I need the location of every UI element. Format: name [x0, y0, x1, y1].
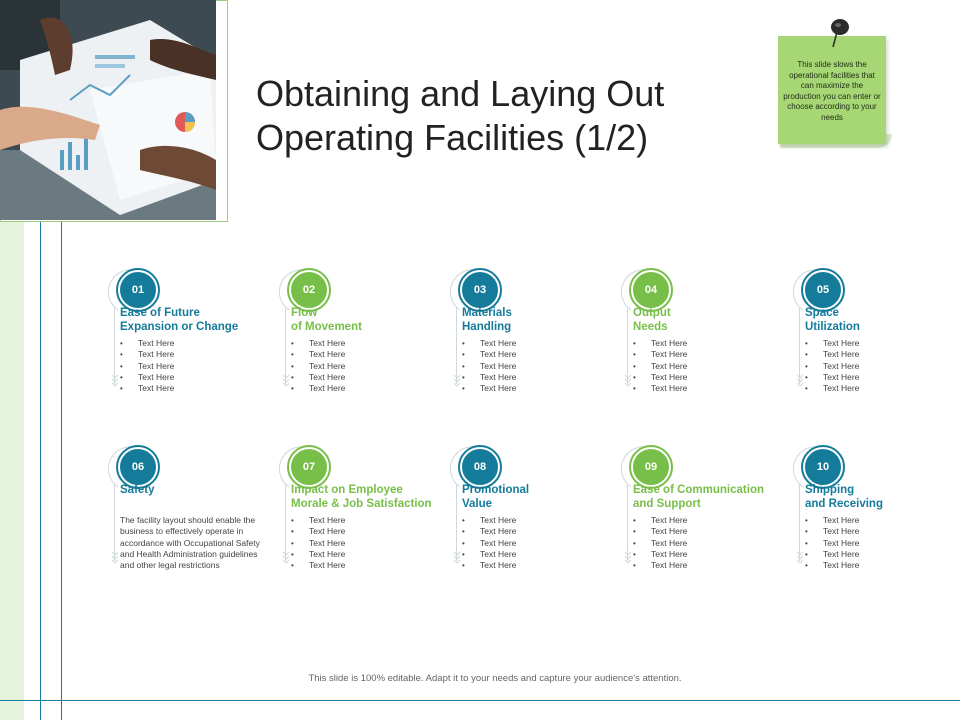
- bullet-item: • Text Here: [462, 349, 516, 360]
- title-line-2: Operating Facilities (1/2): [256, 117, 649, 158]
- bullet-item: • Text Here: [633, 549, 687, 560]
- card-title-line-2: Needs: [633, 321, 668, 333]
- bullet-item: • Text Here: [805, 361, 859, 372]
- bullet-item: • Text Here: [462, 515, 516, 526]
- card-title: [805, 483, 960, 511]
- card-title: [291, 483, 451, 511]
- chevron-down-icon: [282, 374, 290, 388]
- step-number-badge: 09: [631, 447, 671, 487]
- card-title-line-1: Safety: [120, 484, 155, 496]
- bullet-item: • Text Here: [462, 560, 516, 571]
- card-stem: [627, 485, 628, 561]
- card-bullet-list: [462, 515, 516, 571]
- step-number-badge: 07: [289, 447, 329, 487]
- card-title: [291, 306, 451, 334]
- step-number-badge: 10: [803, 447, 843, 487]
- bullet-item: • Text Here: [120, 383, 174, 394]
- card-title-line-1: Shipping: [805, 484, 855, 496]
- card-title: [120, 483, 280, 497]
- card-stem: [799, 485, 800, 561]
- card-bullet-list: [633, 515, 687, 571]
- card-stem: [114, 308, 115, 384]
- card-title: [462, 483, 622, 511]
- card-stem: [114, 485, 115, 561]
- card-title-line-2: of Movement: [291, 321, 362, 333]
- push-pin-icon: [828, 18, 850, 48]
- bullet-item: • Text Here: [120, 372, 174, 383]
- card-title-line-1: Ease of Communication: [633, 484, 764, 496]
- bullet-item: • Text Here: [120, 349, 174, 360]
- chevron-down-icon: [796, 374, 804, 388]
- bullet-item: • Text Here: [633, 349, 687, 360]
- title-line-1: Obtaining and Laying Out: [256, 73, 665, 114]
- card-title-line-1: Flow: [291, 307, 318, 319]
- step-number-badge: 05: [803, 270, 843, 310]
- bullet-item: • Text Here: [805, 338, 859, 349]
- card-title-line-1: Impact on Employee: [291, 484, 403, 496]
- bullet-item: • Text Here: [805, 515, 859, 526]
- bullet-item: • Text Here: [462, 372, 516, 383]
- step-number-badge: 08: [460, 447, 500, 487]
- card-title-line-2: and Support: [633, 498, 701, 510]
- card-paragraph: The facility layout should enable the business to effectively operate in accordance with Occupational Safety and Health Administration guidelines and other legal restrictions: [120, 515, 260, 571]
- bullet-item: • Text Here: [462, 383, 516, 394]
- card-title-line-1: Ease of Future: [120, 307, 200, 319]
- card-title: [633, 306, 793, 334]
- chevron-down-icon: [453, 374, 461, 388]
- card-title-line-2: Handling: [462, 321, 512, 333]
- bottom-rule: [0, 700, 960, 701]
- card-title-line-2: Expansion or Change: [120, 321, 239, 333]
- bullet-item: • Text Here: [805, 549, 859, 560]
- card-bullet-list: [805, 338, 859, 394]
- bullet-item: • Text Here: [291, 515, 345, 526]
- chevron-down-icon: [624, 374, 632, 388]
- card-bullet-list: [462, 338, 516, 394]
- bullet-item: • Text Here: [805, 372, 859, 383]
- bullet-item: • Text Here: [805, 538, 859, 549]
- card-stem: [285, 308, 286, 384]
- card-bullet-list: [805, 515, 859, 571]
- bullet-item: • Text Here: [291, 538, 345, 549]
- card-stem: [456, 308, 457, 384]
- card-title-line-2: Value: [462, 498, 493, 510]
- card-bullet-list: [291, 338, 345, 394]
- bullet-item: • Text Here: [291, 338, 345, 349]
- card-title: [805, 306, 960, 334]
- bullet-item: • Text Here: [633, 361, 687, 372]
- footer-note: This slide is 100% editable. Adapt it to your needs and capture your audience's attention.: [308, 673, 682, 684]
- chevron-down-icon: [453, 551, 461, 565]
- bullet-item: • Text Here: [462, 526, 516, 537]
- step-number-badge: 06: [118, 447, 158, 487]
- card-title-line-1: Output: [633, 307, 671, 319]
- card-title-line-2: Utilization: [805, 321, 860, 333]
- sticky-note: [778, 36, 886, 144]
- bullet-item: • Text Here: [633, 338, 687, 349]
- bullet-item: • Text Here: [462, 549, 516, 560]
- card-bullet-list: [291, 515, 345, 571]
- card-title-line-2: Morale & Job Satisfaction: [291, 498, 432, 510]
- bullet-item: • Text Here: [291, 560, 345, 571]
- slide-title: [256, 72, 756, 160]
- card-stem: [285, 485, 286, 561]
- chevron-down-icon: [111, 551, 119, 565]
- bullet-item: • Text Here: [633, 560, 687, 571]
- bullet-item: • Text Here: [805, 526, 859, 537]
- bullet-item: • Text Here: [633, 526, 687, 537]
- business-meeting-photo: [0, 0, 216, 220]
- bullet-item: • Text Here: [462, 361, 516, 372]
- bullet-item: • Text Here: [291, 361, 345, 372]
- bullet-item: • Text Here: [805, 383, 859, 394]
- bullet-item: • Text Here: [633, 515, 687, 526]
- card-title: [633, 483, 793, 511]
- step-number-badge: 04: [631, 270, 671, 310]
- bullet-item: • Text Here: [462, 338, 516, 349]
- card-bullet-list: [633, 338, 687, 394]
- card-title-line-1: Materials: [462, 307, 512, 319]
- chevron-down-icon: [796, 551, 804, 565]
- chevron-down-icon: [282, 551, 290, 565]
- card-title: [120, 306, 280, 334]
- bullet-item: • Text Here: [633, 383, 687, 394]
- bullet-item: • Text Here: [805, 560, 859, 571]
- bullet-item: • Text Here: [291, 349, 345, 360]
- card-stem: [627, 308, 628, 384]
- bullet-item: • Text Here: [805, 349, 859, 360]
- chevron-down-icon: [624, 551, 632, 565]
- step-number-badge: 02: [289, 270, 329, 310]
- card-stem: [799, 308, 800, 384]
- bullet-item: • Text Here: [633, 538, 687, 549]
- card-title: [462, 306, 622, 334]
- bullet-item: • Text Here: [291, 549, 345, 560]
- card-title-line-1: Promotional: [462, 484, 530, 496]
- chevron-down-icon: [111, 374, 119, 388]
- bullet-item: • Text Here: [633, 372, 687, 383]
- card-title-line-1: Space: [805, 307, 839, 319]
- bullet-item: • Text Here: [291, 383, 345, 394]
- step-number-badge: 01: [118, 270, 158, 310]
- bullet-item: • Text Here: [120, 361, 174, 372]
- sticky-note-text: This slide slows the operational facilities that can maximize the production you can enter or choose according to your needs: [783, 60, 881, 122]
- bullet-item: • Text Here: [291, 526, 345, 537]
- card-stem: [456, 485, 457, 561]
- bullet-item: • Text Here: [462, 538, 516, 549]
- bullet-item: • Text Here: [291, 372, 345, 383]
- card-title-line-2: and Receiving: [805, 498, 883, 510]
- step-number-badge: 03: [460, 270, 500, 310]
- card-bullet-list: [120, 338, 174, 394]
- bullet-item: • Text Here: [120, 338, 174, 349]
